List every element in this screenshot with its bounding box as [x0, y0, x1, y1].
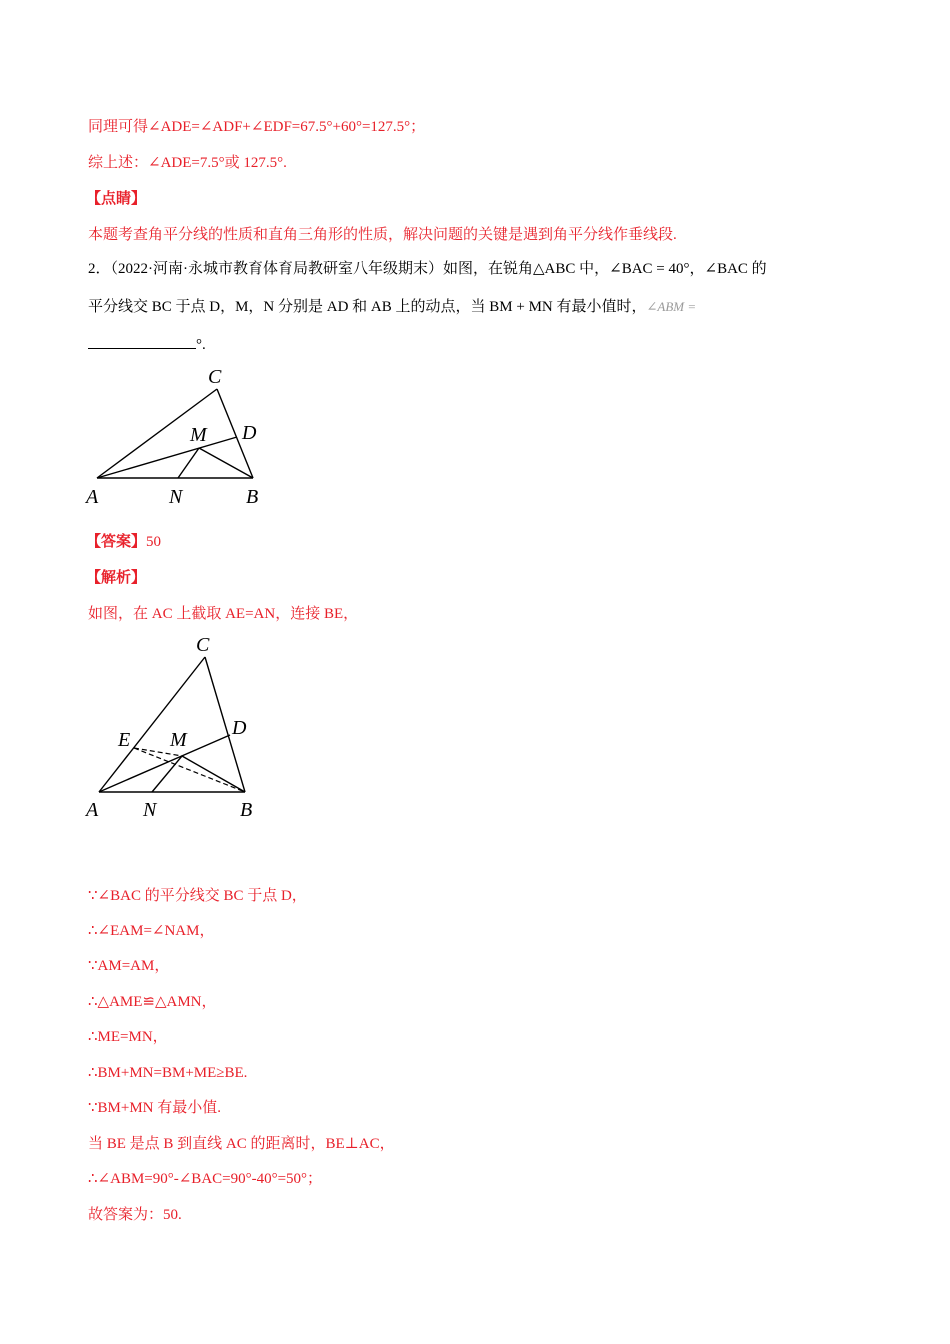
label-d: D: [232, 717, 247, 739]
triangle-figure-question: [80, 360, 290, 520]
label-n: N: [143, 799, 157, 821]
question-suffix: °.: [196, 337, 206, 353]
analysis-step: ∴∠ABM=90°-∠BAC=90°-40°=50°；: [88, 1171, 323, 1187]
comment-text: 本题考查角平分线的性质和直角三角形的性质，解决问题的关键是遇到角平分线作垂线段.: [88, 227, 677, 243]
analysis-step: ∴△AME≌△AMN，: [88, 994, 217, 1010]
label-d: D: [242, 422, 257, 444]
triangle-figure-analysis: [80, 630, 290, 825]
question-angle-abm: ∠ABM =: [646, 299, 697, 314]
label-a: A: [86, 799, 99, 821]
question-line-3: [88, 334, 206, 355]
question-text-1: 如图，在锐角△ABC 中，∠BAC = 40°，∠BAC 的: [443, 261, 767, 277]
analysis-step: 当 BE 是点 B 到直线 AC 的距离时，BE⊥AC，: [88, 1136, 395, 1152]
label-m: M: [190, 424, 207, 446]
answer-blank: [88, 334, 196, 349]
label-b: B: [240, 799, 253, 821]
question-number: 2．: [88, 261, 111, 277]
analysis-step: ∴ME=MN，: [88, 1029, 168, 1045]
analysis-step: ∴BM+MN=BM+ME≥BE.: [88, 1065, 248, 1081]
analysis-step: ∵BM+MN 有最小值.: [88, 1100, 222, 1116]
analysis-conclusion: 故答案为：50.: [88, 1207, 182, 1223]
analysis-step: ∵AM=AM，: [88, 958, 170, 974]
solution-line: 同理可得∠ADE=∠ADF+∠EDF=67.5°+60°=127.5°；: [88, 119, 426, 135]
label-e: E: [118, 729, 131, 751]
answer-line: [86, 532, 161, 552]
question-line-2: [88, 297, 696, 317]
solution-conclusion: 综上述：∠ADE=7.5°或 127.5°.: [88, 155, 287, 171]
answer-value: 50: [146, 534, 162, 550]
label-a: A: [86, 486, 99, 508]
label-m: M: [170, 729, 187, 751]
analysis-intro: 如图，在 AC 上截取 AE=AN，连接 BE，: [88, 606, 359, 622]
figure-lines: [97, 389, 253, 478]
answer-label: 【答案】: [86, 534, 147, 550]
label-c: C: [208, 366, 222, 388]
figure-lines: [99, 657, 245, 792]
question-text-2: 平分线交 BC 于点 D，M，N 分别是 AD 和 AB 上的动点，当 BM + MN 有最小值时，: [88, 299, 647, 315]
question-line-1: [88, 259, 767, 279]
analysis-label: 【解析】: [86, 570, 147, 586]
question-source: （2022·河南·永城市教育体育局教研室八年级期末）: [110, 261, 444, 277]
comment-label: 【点睛】: [86, 191, 147, 207]
analysis-step: ∴∠EAM=∠NAM，: [88, 923, 215, 939]
analysis-step: ∵∠BAC 的平分线交 BC 于点 D，: [88, 888, 307, 904]
label-b: B: [246, 486, 259, 508]
label-n: N: [169, 486, 183, 508]
label-c: C: [196, 634, 210, 656]
